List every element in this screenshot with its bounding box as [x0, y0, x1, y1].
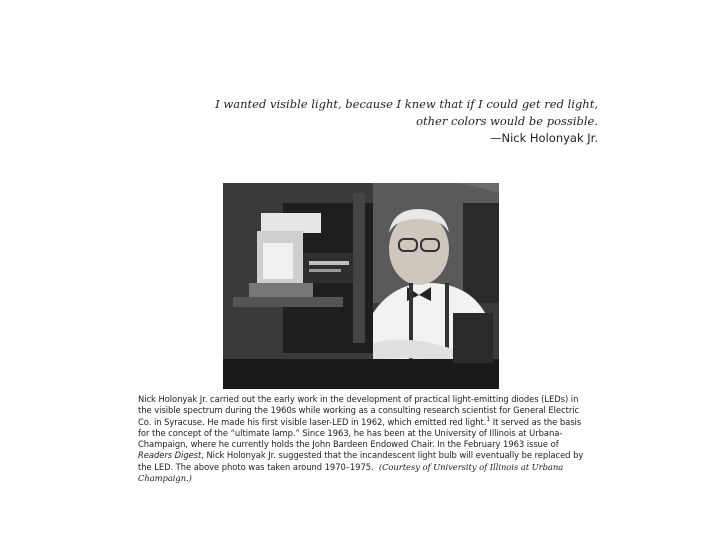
footnote-marker[interactable]: 1	[486, 415, 491, 423]
caption-text-2: It served as the basis for the concept of the “ultimate lamp.” Since 1963, he has been at the University of Illinois at Urbana-Champaign, where he currently holds the John Bardeen Endowed Chair. In the February 1963 issue of	[138, 416, 582, 450]
quote-line-1: I wanted visible light, because I knew that if I could get red light,	[215, 97, 598, 111]
quote-line-2: other colors would be possible.	[416, 114, 598, 128]
portrait-photo	[223, 183, 499, 389]
caption-magazine-title: Readers Digest	[138, 450, 202, 461]
quote-attribution: —Nick Holonyak Jr.	[489, 131, 598, 145]
photo-caption	[138, 394, 588, 484]
caption-text-1: Nick Holonyak Jr. carried out the early work in the development of practical light-emitting diodes (LEDs) in the visible spectrum during the 1960s while working as a consulting research scientist for General Electric Co. in Syracuse. He made his first visible laser-LED in 1962, which emitted red light.	[138, 394, 580, 427]
epigraph-quote	[178, 96, 598, 147]
caption-text-3: , Nick Holonyak Jr. suggested that the incandescent light bulb will eventually be replaced by the LED. The above photo was taken around 1970–1975.	[138, 450, 584, 472]
photo-illustration	[223, 183, 499, 389]
photo-credit: (Courtesy of University of Illinois at Urbana Champaign.)	[138, 461, 564, 484]
